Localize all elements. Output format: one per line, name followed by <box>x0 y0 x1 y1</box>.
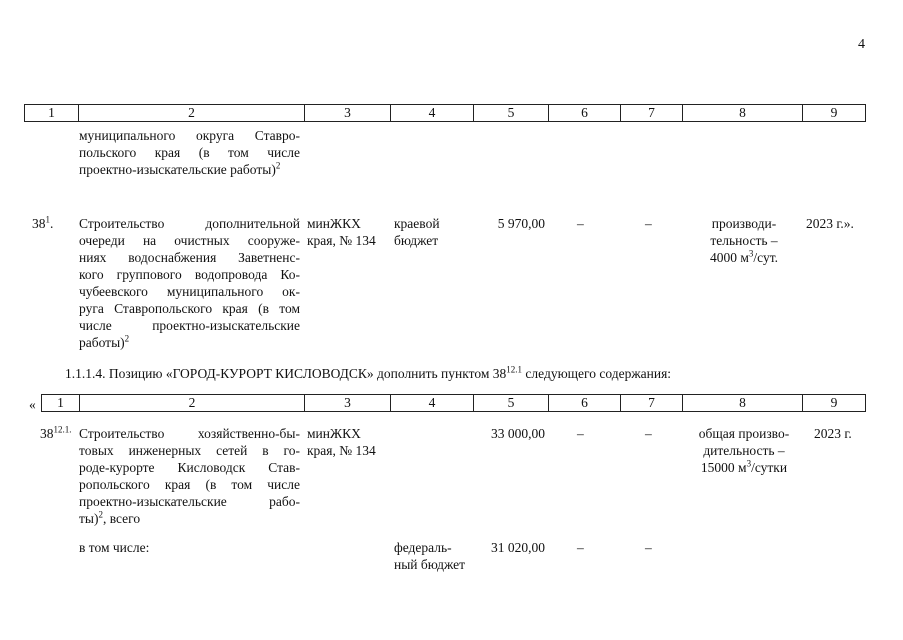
desc-line: чубеевского муниципального ок- <box>79 284 300 299</box>
desc-line: Строительство дополнительной <box>79 216 300 231</box>
row1-organization: минЖКХ края, № 134 <box>307 216 376 248</box>
row2-year: 2023 г. <box>814 426 852 441</box>
header-col-6: 6 <box>548 395 620 411</box>
row1-capacity: производи- тельность – 4000 $м^3$/сут. <box>710 216 778 265</box>
desc-line: ниях водоснабжения Заветненс- <box>79 250 300 265</box>
desc-line: числе проектно-изыскательские <box>79 318 300 333</box>
footnote-mark: 2 <box>98 509 103 520</box>
page-number: 4 <box>858 37 865 52</box>
footnote-mark: 2 <box>275 160 281 171</box>
desc-line: роде-курорте Кисловодск Став- <box>79 460 300 475</box>
row1-number: $38^1$. <box>32 214 54 231</box>
header-col-1: 1 <box>57 395 64 410</box>
row2-col6: – <box>577 426 584 441</box>
row1-amount: 5 970,00 <box>497 216 545 231</box>
row2-amount: 33 000,00 <box>491 426 545 441</box>
row2-capacity: общая произво- дительность – 15000 $м^3$/сутки <box>698 426 790 475</box>
desc-line: польского края (в том числе <box>79 145 300 160</box>
header-col-3: 3 <box>304 105 390 121</box>
header-col-2: 2 <box>78 105 304 121</box>
table-header-2 <box>41 394 866 412</box>
header-col-2: 2 <box>79 395 304 411</box>
row1-year: 2023 г.». <box>806 216 854 231</box>
desc-line: Строительство хозяйственно-бы- <box>79 426 300 441</box>
row2-description <box>79 425 300 527</box>
row3-funding-source: федераль- ный бюджет <box>394 540 466 572</box>
desc-line: товых инженерных сетей в го- <box>79 443 300 458</box>
header-col-6: 6 <box>548 105 620 121</box>
desc-line: ты)$^2$, всего <box>79 509 141 526</box>
row3-col6: – <box>577 540 584 555</box>
header-col-8: 8 <box>682 395 802 411</box>
row3-col7: – <box>645 540 652 555</box>
desc-line: муниципального округа Ставро- <box>79 128 300 143</box>
header-col-7: 7 <box>620 395 682 411</box>
footnote-mark: 2 <box>124 333 130 344</box>
opening-quote: « <box>29 397 36 412</box>
header-col-8: 8 <box>682 105 802 121</box>
header-col-7: 7 <box>620 105 682 121</box>
desc-line: проектно-изыскательские работы)$^2$ <box>79 160 281 177</box>
header-col-3: 3 <box>304 395 390 411</box>
row2-organization: минЖКХ края, № 134 <box>307 426 376 458</box>
row2-col7: – <box>645 426 652 441</box>
row2-number: $38^{12.1.}$ <box>40 424 72 441</box>
desc-line: проектно-изыскательские рабо- <box>79 494 300 509</box>
header-col-9: 9 <box>802 105 865 121</box>
row3-label: в том числе: <box>79 540 150 555</box>
row3-amount: 31 020,00 <box>491 540 545 555</box>
amendment-paragraph: 1.1.1.4. Позицию «ГОРОД-КУРОРТ КИСЛОВОДСК» дополнить пунктом $38^{12.1}$ следующего содержания: <box>65 364 672 381</box>
desc-line: очереди на очистных сооруже- <box>79 233 300 248</box>
header-col-4: 4 <box>390 105 473 121</box>
row1-description <box>79 215 300 351</box>
desc-line: ропольского края (в том числе <box>79 477 300 492</box>
desc-line: руга Ставропольского края (в том <box>79 301 300 316</box>
desc-line: кого группового водопровода Ко- <box>79 267 300 282</box>
desc-line: работы)$^2$ <box>79 333 130 350</box>
row1-col6: – <box>577 216 584 231</box>
header-col-5: 5 <box>473 105 548 121</box>
continued-description <box>79 127 300 178</box>
header-col-9: 9 <box>802 395 865 411</box>
header-col-5: 5 <box>473 395 548 411</box>
row1-funding-source: краевой бюджет <box>394 216 440 248</box>
row1-col7: – <box>645 216 652 231</box>
header-col-4: 4 <box>390 395 473 411</box>
table-header-1 <box>24 104 866 122</box>
header-col-1: 1 <box>48 105 55 120</box>
